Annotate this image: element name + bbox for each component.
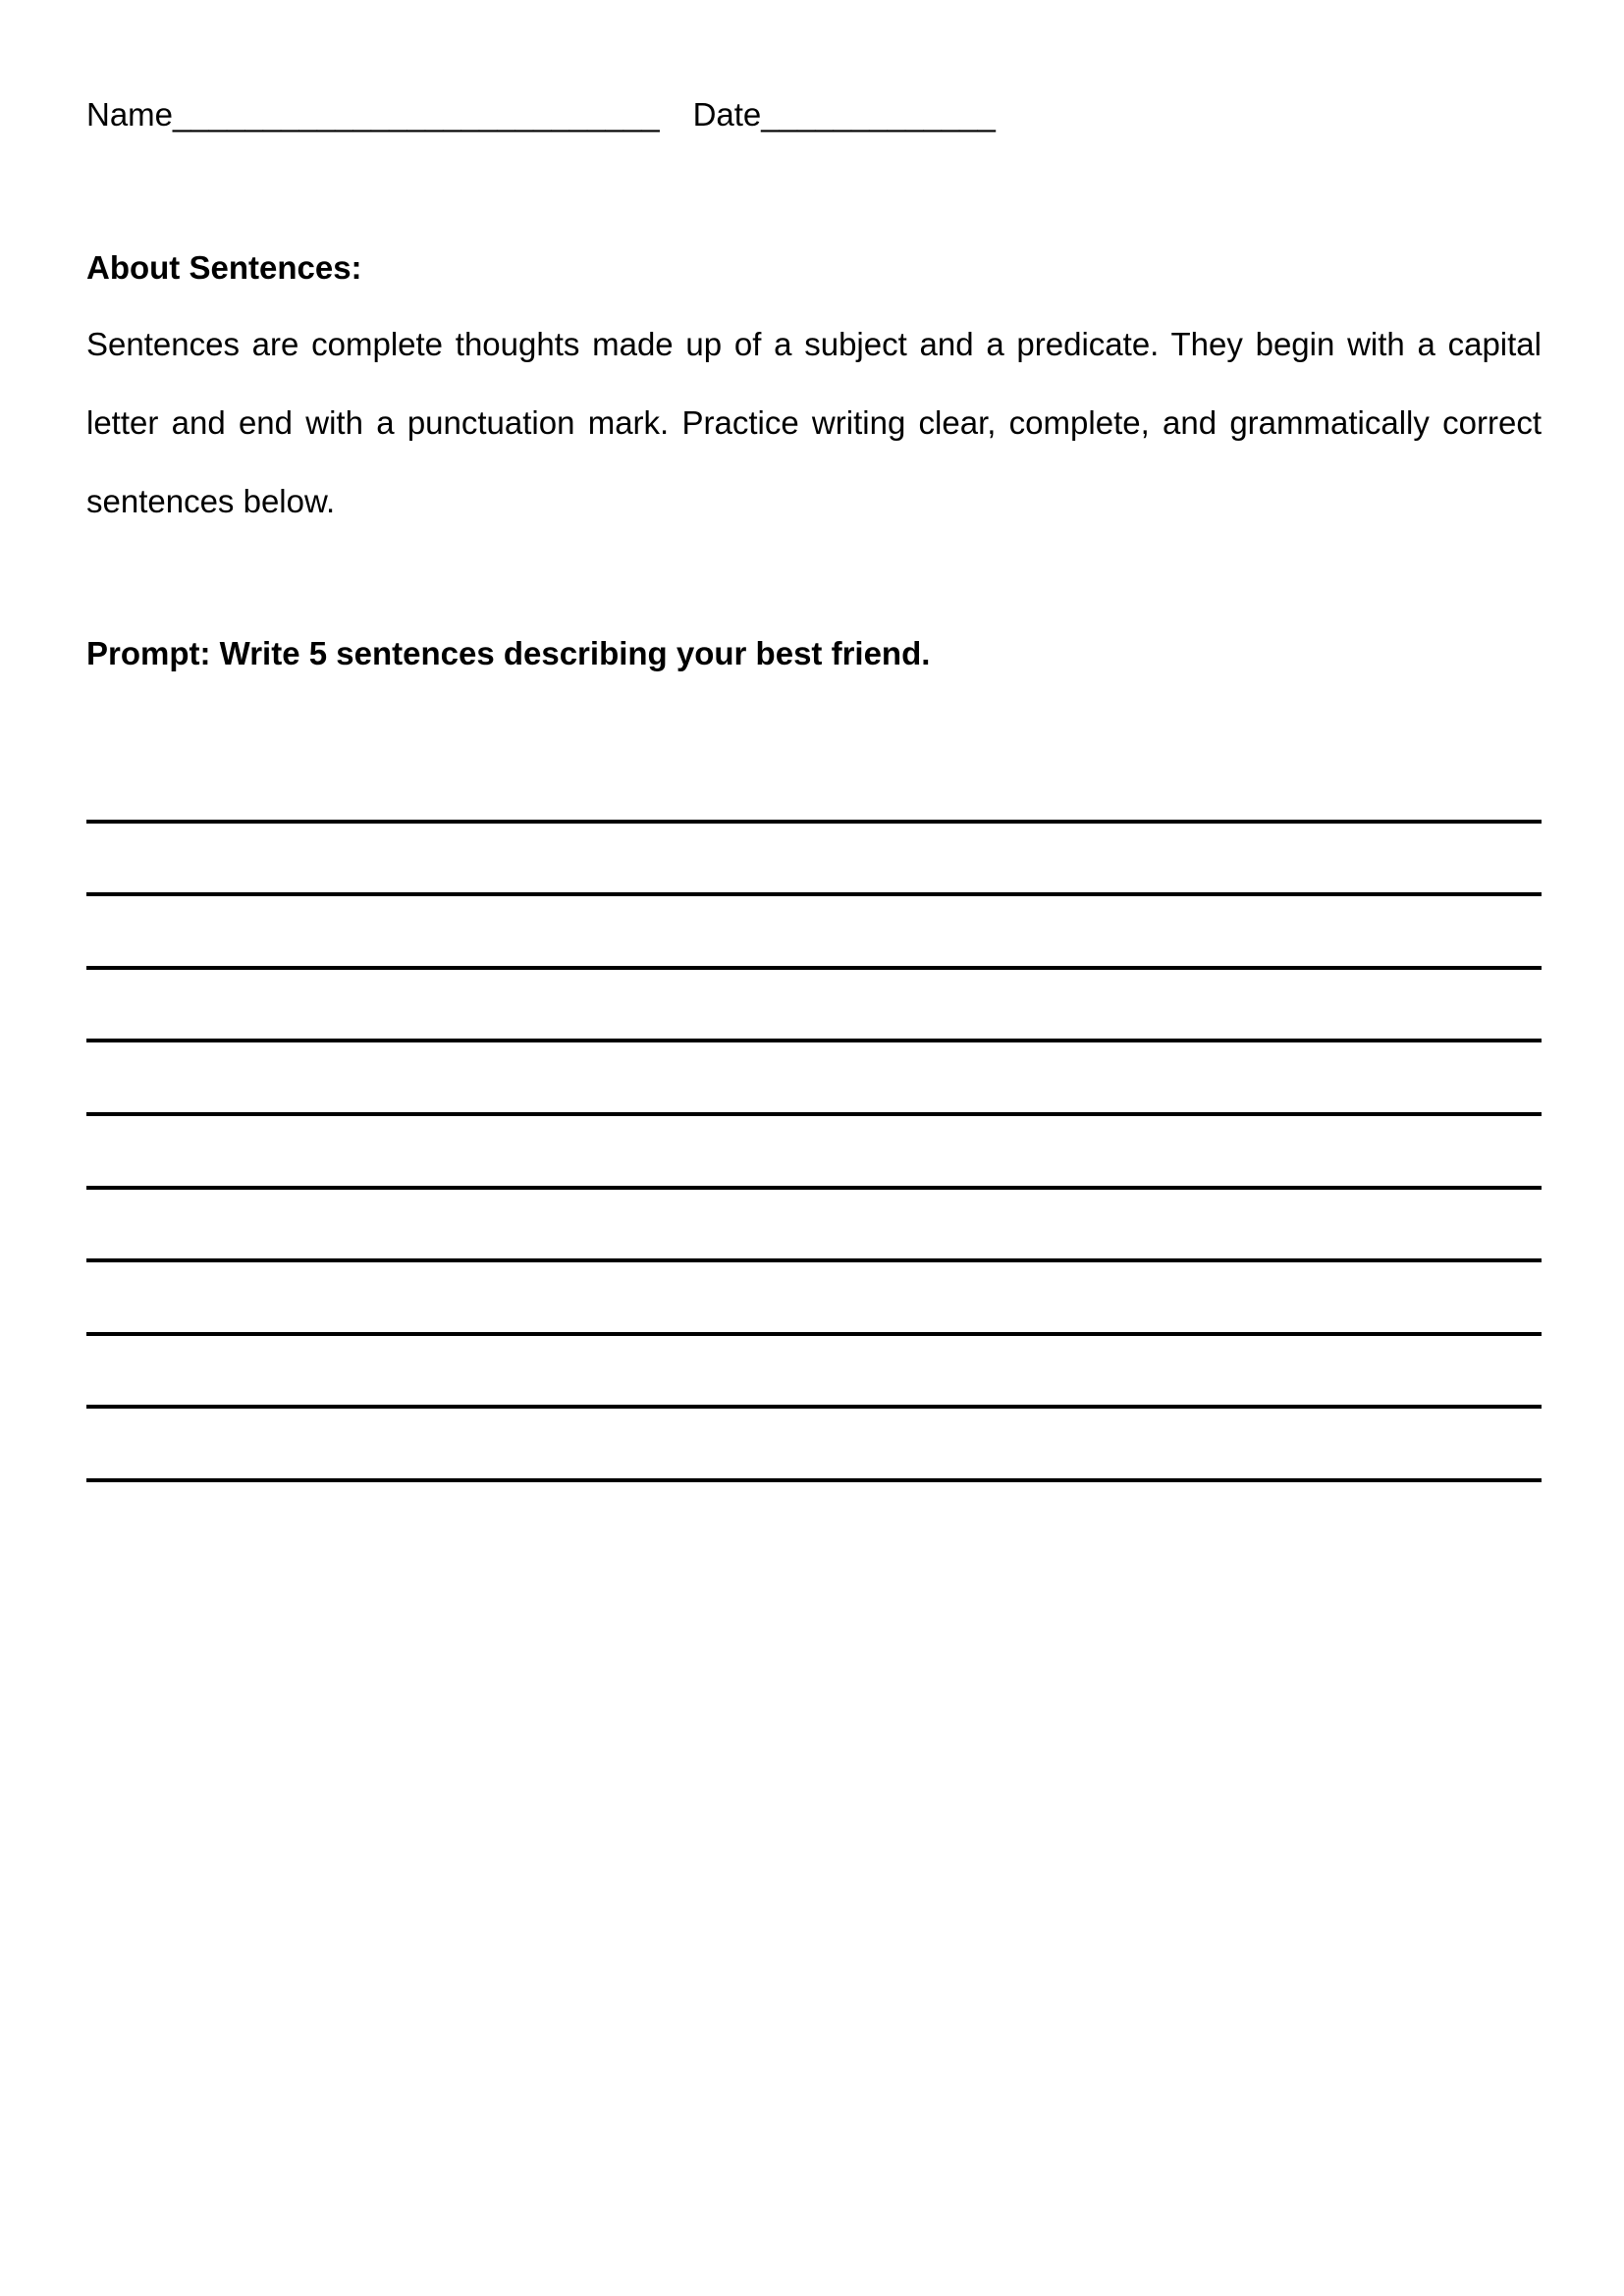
date-field: Date_____________ (692, 96, 996, 133)
writing-line (86, 1190, 1542, 1263)
writing-lines-area (86, 750, 1542, 1482)
about-sentences-paragraph (86, 305, 1542, 541)
prompt-heading: Prompt: Write 5 sentences describing your best friend. (86, 635, 931, 671)
name-field: Name___________________________ (86, 96, 660, 133)
paragraph-line-2: letter and end with a punctuation mark. Practice writing clear, complete, and grammatically correct (86, 404, 1542, 441)
writing-line (86, 1042, 1542, 1116)
paragraph-line-3: sentences below. (86, 483, 336, 519)
writing-line (86, 1336, 1542, 1410)
writing-line (86, 824, 1542, 897)
writing-line (86, 750, 1542, 824)
about-sentences-heading: About Sentences: (86, 249, 362, 286)
paragraph-line-1: Sentences are complete thoughts made up of a subject and a predicate. They begin with a capital (86, 326, 1542, 362)
writing-line (86, 1262, 1542, 1336)
writing-line (86, 1409, 1542, 1482)
name-date-header (86, 96, 1542, 133)
writing-line (86, 970, 1542, 1043)
writing-line (86, 1116, 1542, 1190)
writing-line (86, 896, 1542, 970)
